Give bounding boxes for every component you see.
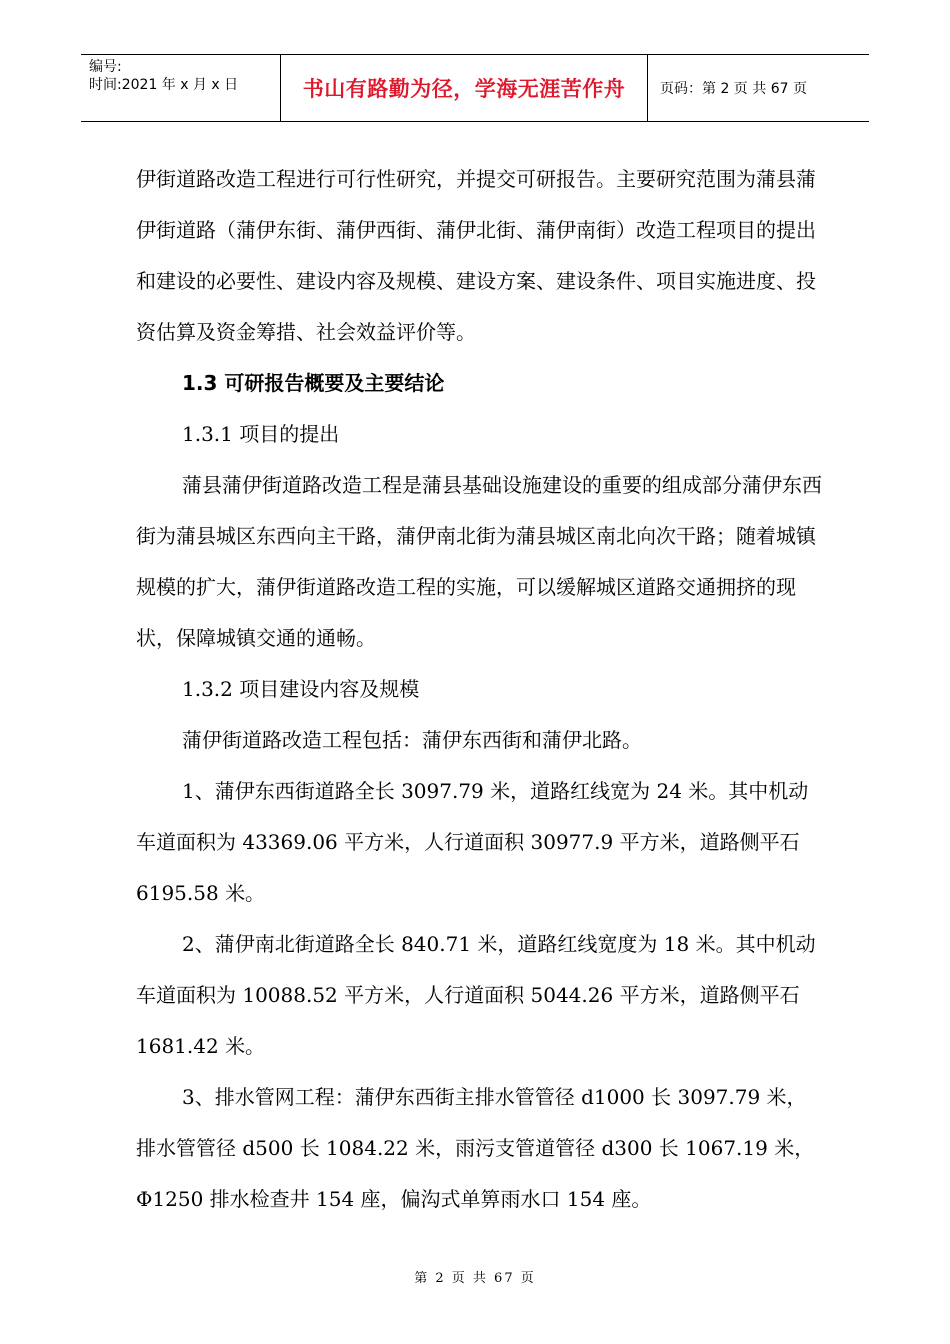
paragraph-item-3: 3、排水管网工程：蒲伊东西街主排水管管径 d1000 长 3097.79 米，排水管管径 d500 长 1084.22 米，雨污支管道管径 d300 长 1067.19 米，Φ1250 排水检查井 154 座，偏沟式单箅雨水口 154 座。 bbox=[136, 1085, 815, 1211]
header-page-info: 页码：第 2 页 共 67 页 bbox=[660, 81, 807, 97]
section-heading-1-3-1: 1.3.1 项目的提出 bbox=[182, 422, 340, 446]
time-label: 时间:2021 年 x 月 x 日 bbox=[89, 77, 239, 93]
paragraph-project-proposal: 蒲县蒲伊街道路改造工程是蒲县基础设施建设的重要的组成部分蒲伊东西街为蒲县城区东西向主干路，蒲伊南北街为蒲县城区南北向次干路；随着城镇规模的扩大，蒲伊街道路改造工程的实施，可以缓解城区道路交通拥挤的现状，保障城镇交通的通畅。 bbox=[136, 473, 822, 650]
header-motto-cell bbox=[281, 55, 648, 121]
page-footer: 第 2 页 共 67 页 bbox=[414, 1271, 536, 1286]
paragraph-item-2: 2、蒲伊南北街道路全长 840.71 米，道路红线宽度为 18 米。其中机动车道面积为 10088.52 平方米，人行道面积 5044.26 平方米，道路侧平石 1681.42 米。 bbox=[136, 932, 816, 1058]
paragraph-research-scope: 伊街道路改造工程进行可行性研究，并提交可研报告。主要研究范围为蒲县蒲伊街道路（蒲伊东街、蒲伊西街、蒲伊北街、蒲伊南街）改造工程项目的提出和建设的必要性、建设内容及规模、建设方案、建设条件、项目实施进度、投资估算及资金筹措、社会效益评价等。 bbox=[136, 167, 816, 344]
doc-number-label: 编号: bbox=[89, 59, 122, 75]
paragraph-project-scope: 蒲伊街道路改造工程包括：蒲伊东西街和蒲伊北路。 bbox=[182, 728, 642, 752]
paragraph-item-1: 1、蒲伊东西街道路全长 3097.79 米，道路红线宽为 24 米。其中机动车道面积为 43369.06 平方米，人行道面积 30977.9 平方米，道路侧平石 6195.58 米。 bbox=[136, 779, 809, 905]
header-motto: 书山有路勤为径，学海无涯苦作舟 bbox=[302, 77, 626, 101]
header-meta bbox=[81, 55, 281, 121]
header-page-cell bbox=[648, 55, 869, 121]
section-heading-1-3: 1.3 可研报告概要及主要结论 bbox=[182, 371, 445, 395]
page-header bbox=[81, 54, 869, 122]
section-heading-1-3-2: 1.3.2 项目建设内容及规模 bbox=[182, 677, 420, 701]
document-body bbox=[136, 154, 826, 1225]
